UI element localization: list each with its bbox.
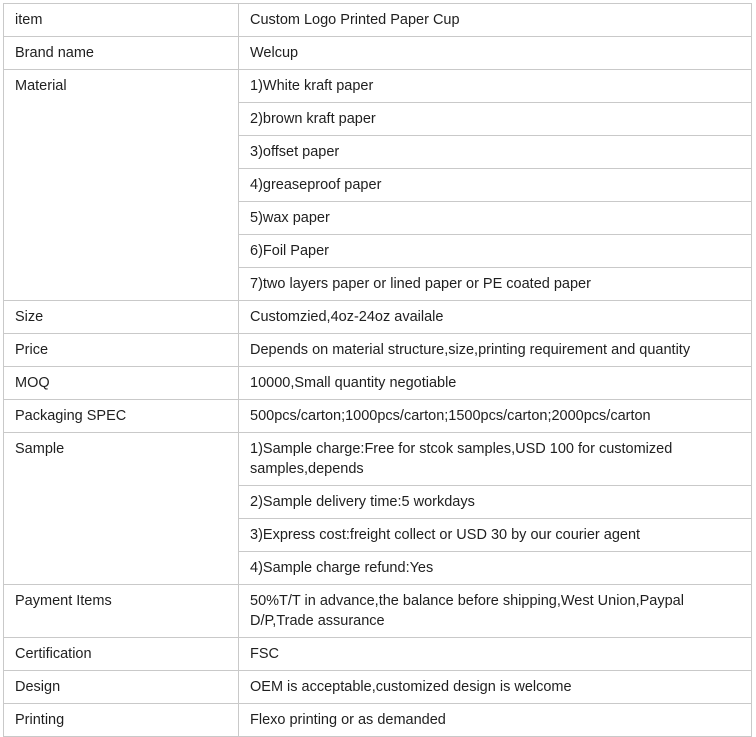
row-value: 2)brown kraft paper: [239, 103, 752, 136]
table-row-payment: [4, 585, 752, 638]
row-value: 1)Sample charge:Free for stcok samples,USD 100 for customized samples,depends: [239, 433, 752, 486]
row-value: 3)offset paper: [239, 136, 752, 169]
product-spec-table: [3, 3, 752, 737]
row-value: 3)Express cost:freight collect or USD 30 by our courier agent: [239, 519, 752, 552]
row-label: Price: [4, 334, 239, 367]
row-value: 1)White kraft paper: [239, 70, 752, 103]
row-value: 7)two layers paper or lined paper or PE coated paper: [239, 268, 752, 301]
row-value: 10000,Small quantity negotiable: [239, 367, 752, 400]
row-label: item: [4, 4, 239, 37]
row-label: Brand name: [4, 37, 239, 70]
row-value: 50%T/T in advance,the balance before shipping,West Union,Paypal D/P,Trade assurance: [239, 585, 752, 638]
table-row-size: [4, 301, 752, 334]
row-label: Material: [4, 70, 239, 301]
table-row-certification: [4, 638, 752, 671]
table-row-moq: [4, 367, 752, 400]
row-value: 5)wax paper: [239, 202, 752, 235]
table-row-brand: [4, 37, 752, 70]
table-row-design: [4, 671, 752, 704]
row-value: Customzied,4oz-24oz availale: [239, 301, 752, 334]
row-label: Printing: [4, 704, 239, 737]
row-value: OEM is acceptable,customized design is welcome: [239, 671, 752, 704]
table-row-sample: [4, 433, 752, 486]
row-value: Depends on material structure,size,printing requirement and quantity: [239, 334, 752, 367]
table-row-material: [4, 70, 752, 103]
row-label: Packaging SPEC: [4, 400, 239, 433]
row-value: Welcup: [239, 37, 752, 70]
row-label: Size: [4, 301, 239, 334]
table-row-packaging: [4, 400, 752, 433]
row-value: 2)Sample delivery time:5 workdays: [239, 486, 752, 519]
row-value: 4)Sample charge refund:Yes: [239, 552, 752, 585]
row-label: MOQ: [4, 367, 239, 400]
row-label: Certification: [4, 638, 239, 671]
row-label: Design: [4, 671, 239, 704]
row-value: 4)greaseproof paper: [239, 169, 752, 202]
table-row-price: [4, 334, 752, 367]
table-row-item: [4, 4, 752, 37]
row-value: FSC: [239, 638, 752, 671]
row-value: 500pcs/carton;1000pcs/carton;1500pcs/carton;2000pcs/carton: [239, 400, 752, 433]
row-value: Custom Logo Printed Paper Cup: [239, 4, 752, 37]
row-label: Sample: [4, 433, 239, 585]
row-value: Flexo printing or as demanded: [239, 704, 752, 737]
row-value: 6)Foil Paper: [239, 235, 752, 268]
row-label: Payment Items: [4, 585, 239, 638]
table-row-printing: [4, 704, 752, 737]
